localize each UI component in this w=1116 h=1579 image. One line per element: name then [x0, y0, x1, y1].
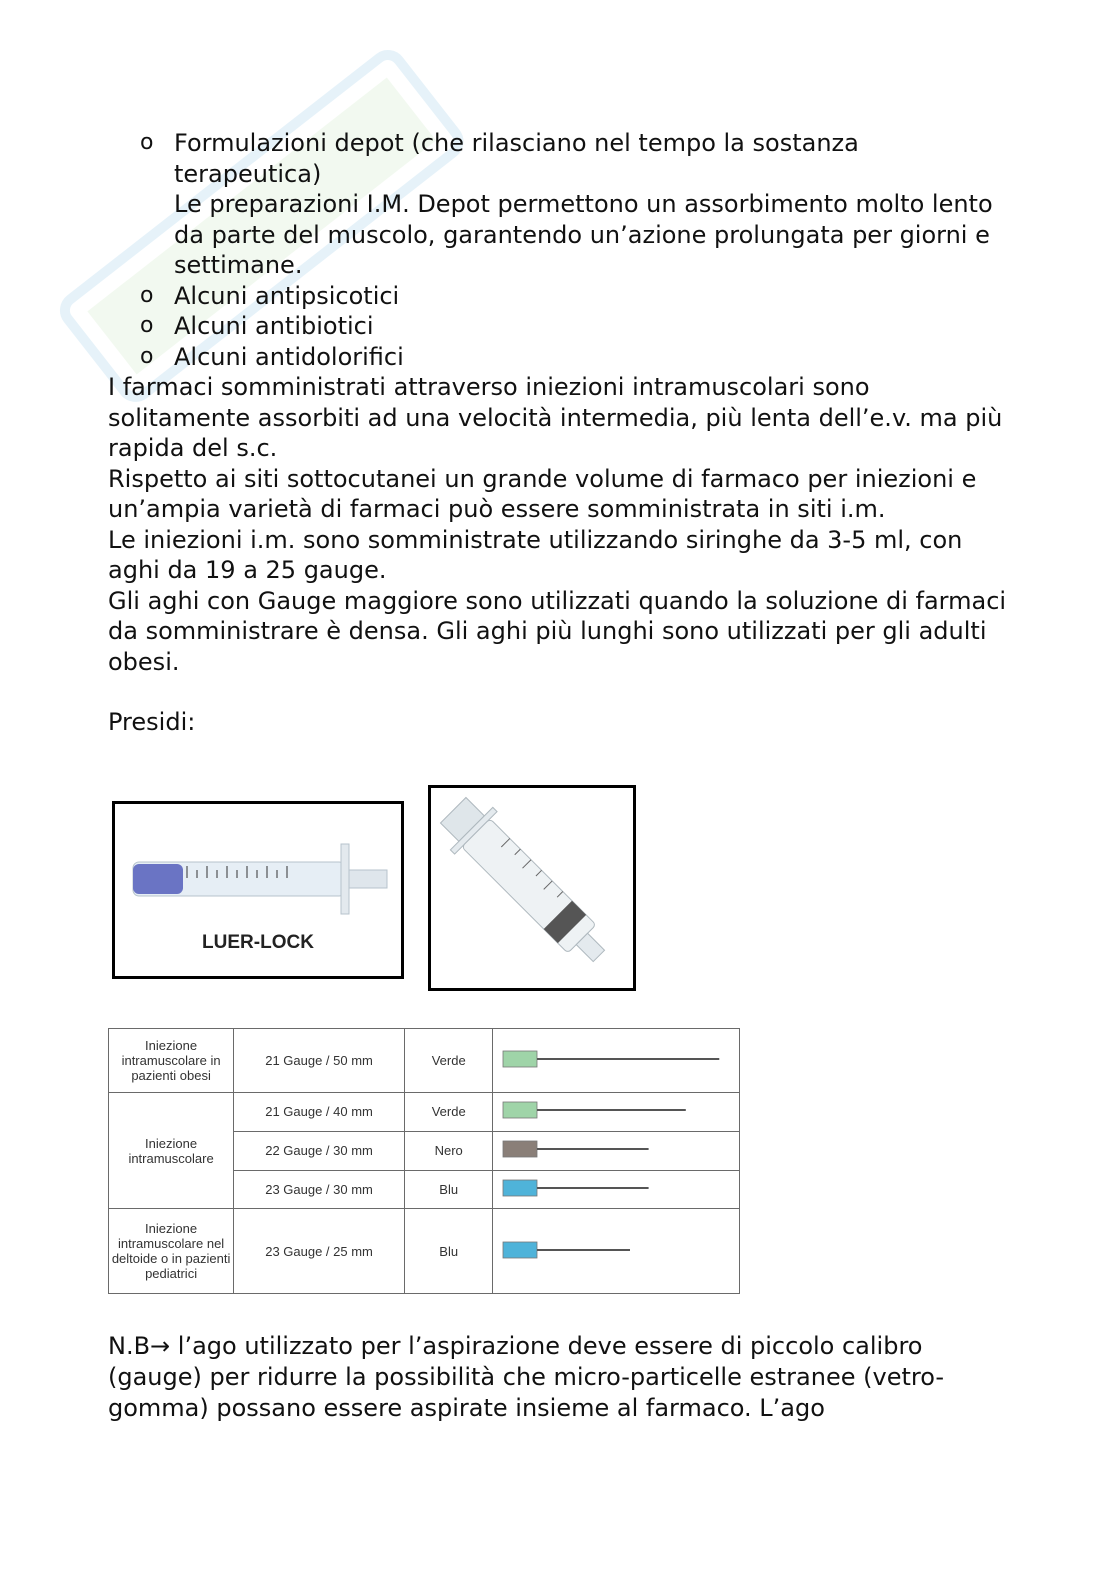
- list-item: [140, 342, 1008, 373]
- paragraph: Le iniezioni i.m. sono somministrate utilizzando siringhe da 3-5 ml, con aghi da 19 a 25 gauge.: [108, 525, 963, 584]
- bullet-list: [108, 128, 1008, 372]
- needle-icon: [501, 1137, 729, 1161]
- nb-note: [108, 1331, 1008, 1424]
- table-row: [109, 1092, 740, 1131]
- needle-hub: [503, 1180, 537, 1196]
- bullet-marker: o: [140, 282, 154, 308]
- list-item-detail: Le preparazioni I.M. Depot permettono un assorbimento molto lento da parte del muscolo, garantendo un’azione prolungata per giorni e settimane.: [174, 190, 993, 279]
- needle-icon: [501, 1238, 729, 1262]
- needle-table: [108, 1028, 740, 1294]
- table-row: [109, 1029, 740, 1093]
- list-item-title: Alcuni antipsicotici: [174, 281, 400, 310]
- syringe-image: [428, 785, 636, 991]
- list-item-title: Formulazioni depot (che rilasciano nel tempo la sostanza terapeutica): [174, 129, 859, 188]
- paragraph: Rispetto ai siti sottocutanei un grande volume di farmaco per iniezioni e un’ampia varietà di farmaci può essere somministrata in siti i.m.: [108, 464, 977, 523]
- gauge-cell: 23 Gauge / 30 mm: [234, 1170, 405, 1209]
- table-row: [109, 1209, 740, 1294]
- needle-image-cell: [493, 1029, 740, 1093]
- needle-icon: [501, 1098, 729, 1122]
- list-item-title: Alcuni antibiotici: [174, 312, 374, 340]
- color-cell: Nero: [404, 1131, 492, 1170]
- arrow-icon: →: [150, 1332, 171, 1360]
- needle-icon: [501, 1176, 729, 1200]
- nb-text: l’ago utilizzato per l’aspirazione deve essere di piccolo calibro (gauge) per ridurre la possibilità che micro-particelle estranee (vetro-gomma) possano essere aspirate insieme al farmaco. L’ago: [108, 1332, 944, 1422]
- needle-hub: [503, 1102, 537, 1118]
- gauge-cell: 22 Gauge / 30 mm: [234, 1131, 405, 1170]
- needle-image-cell: [493, 1092, 740, 1131]
- luer-lock-syringe-image: [112, 801, 404, 979]
- paragraph: Gli aghi con Gauge maggiore sono utilizzati quando la soluzione di farmaci da somministrare è densa. Gli aghi più lunghi sono utilizzati per gli adulti obesi.: [108, 586, 1007, 676]
- figure-caption: LUER-LOCK: [202, 932, 314, 953]
- bullet-marker: o: [140, 130, 154, 155]
- list-item: [140, 128, 1008, 281]
- needle-icon: [501, 1047, 729, 1071]
- syringe-diagonal-icon: [431, 788, 633, 988]
- injection-type-cell: Iniezione intramuscolare in pazienti obesi: [109, 1029, 234, 1093]
- gauge-cell: 21 Gauge / 50 mm: [234, 1029, 405, 1093]
- gauge-cell: 21 Gauge / 40 mm: [234, 1092, 405, 1131]
- needle-hub: [503, 1141, 537, 1157]
- gauge-cell: 23 Gauge / 25 mm: [234, 1209, 405, 1294]
- color-cell: Verde: [404, 1029, 492, 1093]
- needle-hub: [503, 1242, 537, 1258]
- bullet-marker: o: [140, 313, 154, 338]
- list-item: [140, 281, 1008, 312]
- nb-label: N.B: [108, 1332, 151, 1360]
- list-item-title: Alcuni antidolorifici: [174, 342, 404, 371]
- injection-type-cell: Iniezione intramuscolare: [109, 1092, 234, 1209]
- needle-image-cell: [493, 1131, 740, 1170]
- syringe-horizontal-icon: [115, 804, 401, 924]
- needle-image-cell: [493, 1209, 740, 1294]
- needle-hub: [503, 1051, 537, 1067]
- presidi-heading: Presidi:: [108, 708, 196, 736]
- paragraph: I farmaci somministrati attraverso iniezioni intramuscolari sono solitamente assorbiti ad una velocità intermedia, più lenta dell’e.v. ma più rapida del s.c.: [108, 373, 1003, 462]
- bullet-marker: o: [140, 343, 154, 369]
- needle-image-cell: [493, 1170, 740, 1209]
- color-cell: Blu: [404, 1209, 492, 1294]
- injection-type-cell: Iniezione intramuscolare nel deltoide o in pazienti pediatrici: [109, 1209, 234, 1294]
- color-cell: Verde: [404, 1092, 492, 1131]
- color-cell: Blu: [404, 1170, 492, 1209]
- list-item: [140, 311, 1008, 342]
